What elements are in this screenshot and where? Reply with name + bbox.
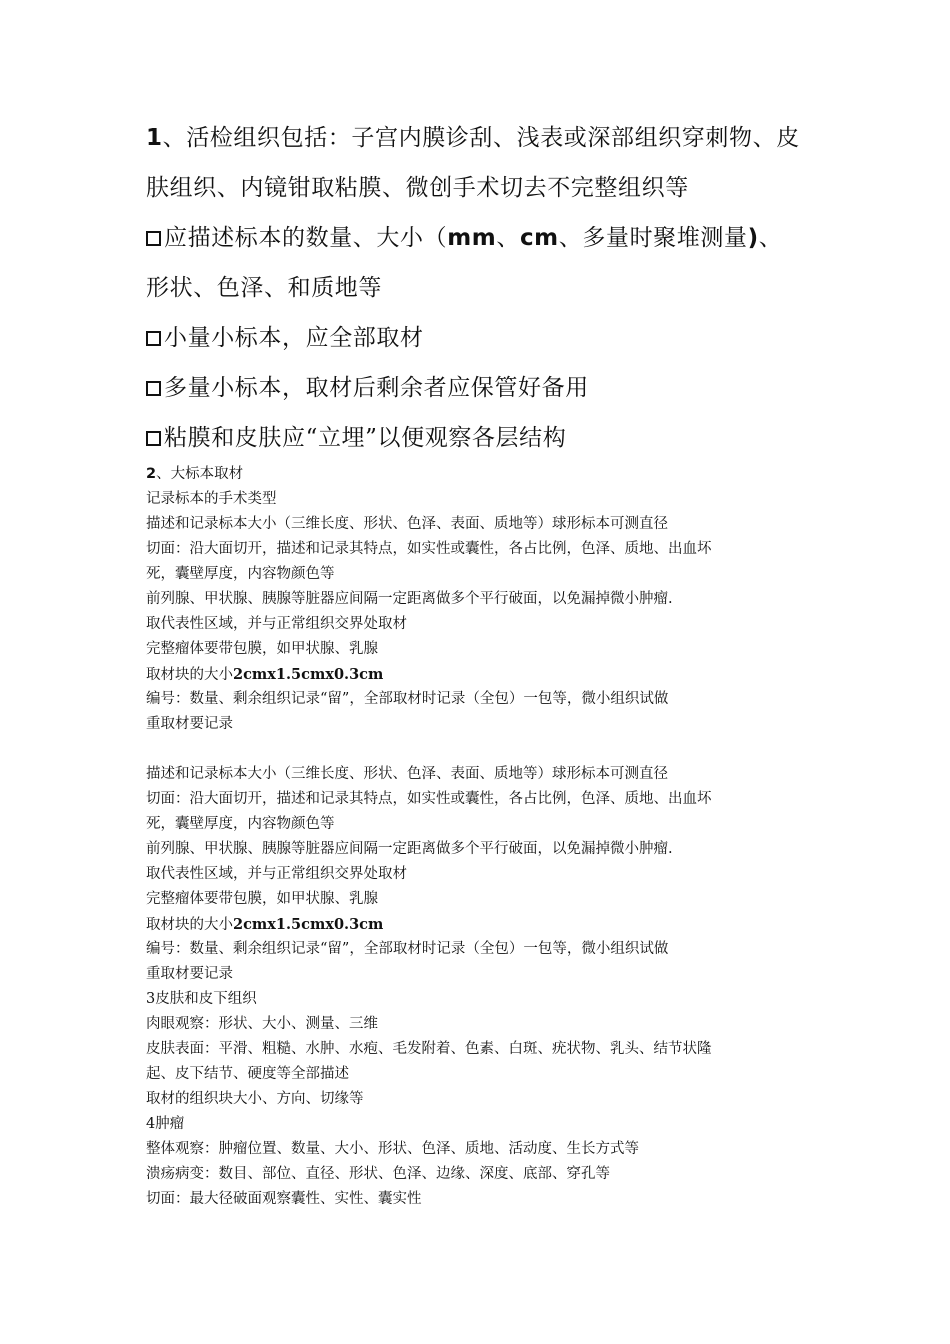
text-line: 整体观察：肿瘤位置、数量、大小、形状、色泽、质地、活动度、生长方式等 (146, 1141, 639, 1157)
text-line: 完整瘤体要带包膜，如甲状腺、乳腺 (146, 891, 378, 907)
section-large-specimen (146, 462, 826, 1212)
biopsy-heading-line-1 (146, 113, 826, 163)
section-number: 2 (146, 466, 157, 482)
size-value: 2cmx1.5cmx0.3cm (233, 916, 384, 933)
text-line: 记录标本的手术类型 (146, 491, 277, 507)
checkbox-square-icon (146, 231, 161, 246)
size-label: 取材块的大小 (146, 917, 233, 933)
block-size-line (146, 662, 826, 687)
bullet-paren: ) (747, 225, 759, 251)
text-line: 死，囊壁厚度，内容物颜色等 (146, 566, 335, 582)
bullet-text: 多量小标本，取材后剩余者应保管好备用 (164, 375, 589, 401)
text-line: 取代表性区域，并与正常组织交界处取材 (146, 866, 407, 882)
block-size-line (146, 912, 826, 937)
text-line: 切面：最大径破面观察囊性、实性、囊实性 (146, 1191, 422, 1207)
text-line: 取材的组织块大小、方向、切缘等 (146, 1091, 364, 1107)
text-line: 重取材要记录 (146, 966, 233, 982)
biopsy-bullet-small (146, 313, 826, 363)
bullet-text: 粘膜和皮肤应“立埋”以便观察各层结构 (164, 425, 567, 451)
text-line: 死，囊壁厚度，内容物颜色等 (146, 816, 335, 832)
blank-line (146, 737, 826, 762)
text-line: 肉眼观察：形状、大小、测量、三维 (146, 1016, 378, 1032)
text-line: 编号：数量、剩余组织记录“留”，全部取材时记录（全包）一包等，微小组织试做 (146, 941, 669, 957)
bullet-text: 、 (758, 225, 783, 251)
checkbox-square-icon (146, 331, 161, 346)
biopsy-bullet-describe-cont: 形状、色泽、和质地等 (146, 275, 382, 301)
biopsy-bullet-describe (146, 213, 826, 263)
text-line: 溃疡病变：数目、部位、直径、形状、色泽、边缘、深度、底部、穿孔等 (146, 1166, 610, 1182)
text-line: 切面：沿大面切开，描述和记录其特点，如实性或囊性，各占比例，色泽、质地、出血坏 (146, 791, 712, 807)
text-line: 取代表性区域，并与正常组织交界处取材 (146, 616, 407, 632)
text-line: 皮肤表面：平滑、粗糙、水肿、水疱、毛发附着、色素、白斑、疣状物、乳头、结节状隆 (146, 1041, 712, 1057)
section-title: 、大标本取材 (156, 466, 244, 482)
text-line: 描述和记录标本大小（三维长度、形状、色泽、表面、质地等）球形标本可测直径 (146, 516, 668, 532)
text-line: 前列腺、甲状腺、胰腺等脏器应间隔一定距离做多个平行破面，以免漏掉微小肿瘤. (146, 841, 673, 857)
bullet-text: 、多量时聚堆测量 (558, 225, 748, 251)
large-specimen-heading (146, 462, 826, 487)
biopsy-heading-text: 、活检组织包括：子宫内膜诊刮、浅表或深部组织穿刺物、皮 (162, 125, 800, 151)
biopsy-heading-line-2: 肤组织、内镜钳取粘膜、微创手术切去不完整组织等 (146, 175, 689, 201)
text-line: 描述和记录标本大小（三维长度、形状、色泽、表面、质地等）球形标本可测直径 (146, 766, 668, 782)
text-line: 完整瘤体要带包膜，如甲状腺、乳腺 (146, 641, 378, 657)
bullet-text: 小量小标本，应全部取材 (164, 325, 424, 351)
checkbox-square-icon (146, 381, 161, 396)
text-line: 重取材要记录 (146, 716, 233, 732)
unit-cm: cm (519, 225, 559, 251)
unit-mm: mm (447, 225, 497, 251)
size-label: 取材块的大小 (146, 667, 233, 683)
size-value: 2cmx1.5cmx0.3cm (233, 666, 384, 683)
tumor-section-heading: 4肿瘤 (146, 1116, 185, 1132)
section-biopsy (146, 113, 826, 463)
biopsy-bullet-many (146, 363, 826, 413)
checkbox-square-icon (146, 431, 161, 446)
text-line: 前列腺、甲状腺、胰腺等脏器应间隔一定距离做多个平行破面，以免漏掉微小肿瘤. (146, 591, 673, 607)
biopsy-bullet-mucosa (146, 413, 826, 463)
text-line: 起、皮下结节、硬度等全部描述 (146, 1066, 349, 1082)
skin-section-heading: 3皮肤和皮下组织 (146, 991, 257, 1007)
biopsy-number: 1 (146, 125, 163, 151)
text-line: 编号：数量、剩余组织记录“留”，全部取材时记录（全包）一包等，微小组织试做 (146, 691, 669, 707)
bullet-text: 应描述标本的数量、大小（ (164, 225, 448, 251)
text-line: 切面：沿大面切开，描述和记录其特点，如实性或囊性，各占比例，色泽、质地、出血坏 (146, 541, 712, 557)
bullet-separator: 、 (496, 225, 520, 251)
